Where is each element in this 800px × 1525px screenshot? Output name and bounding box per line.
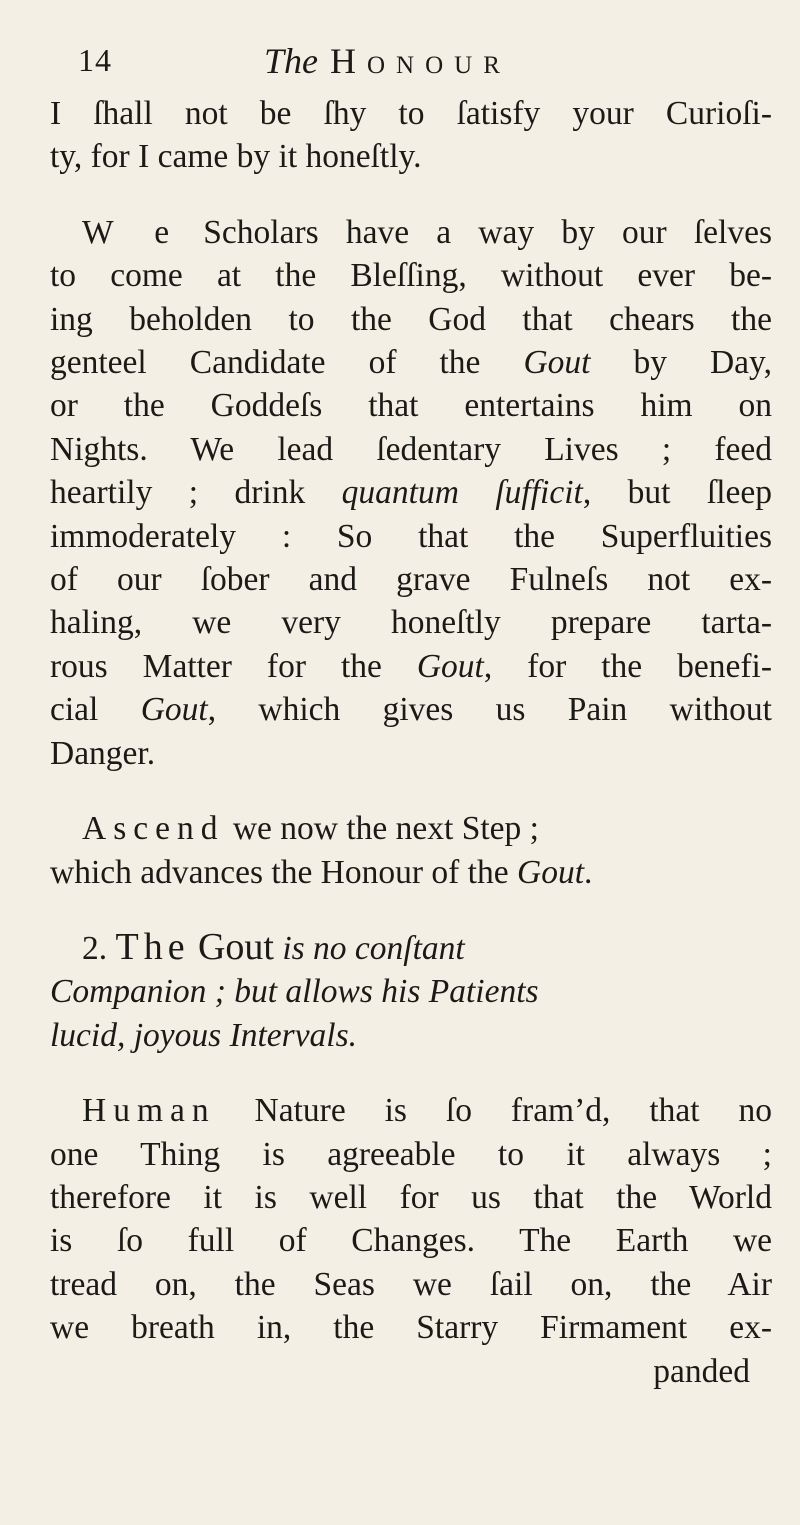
text-line: Danger. xyxy=(50,734,156,772)
text-line xyxy=(50,1089,772,1132)
small-caps-lead: Ascend xyxy=(82,810,225,848)
paragraph-3 xyxy=(50,807,772,894)
running-title xyxy=(264,40,511,82)
text-span: by Day, xyxy=(590,344,772,382)
text-line xyxy=(50,851,772,894)
text-line xyxy=(50,926,772,970)
text-line: we breath in, the Starry Firmament ex- xyxy=(50,1309,772,1347)
text-line: or the Goddeſs that entertains him on xyxy=(50,387,772,425)
italic-span: quantum ſufficit xyxy=(341,474,583,512)
text-line xyxy=(50,471,772,514)
text-line: therefore it is well for us that the World xyxy=(50,1178,772,1216)
running-title-word: Honour xyxy=(330,41,511,81)
section-heading-gout: Gout xyxy=(197,925,274,968)
text-line: immoderately : So that the Superfluities xyxy=(50,517,772,555)
paragraph-1 xyxy=(50,92,772,179)
small-caps-lead: Human xyxy=(82,1092,216,1130)
section-heading xyxy=(50,926,772,1057)
text-line: I ſhall not be ſhy to ſatisfy your Curioſi- xyxy=(50,95,772,132)
text-line: lucid, joyous Intervals. xyxy=(50,1016,358,1054)
section-heading-the: The xyxy=(115,925,190,968)
text-line xyxy=(50,341,772,384)
text-line xyxy=(50,688,772,731)
running-title-article: The xyxy=(264,41,318,81)
paragraph-4 xyxy=(50,1089,772,1393)
text-span: cial xyxy=(50,691,141,729)
catchword: panded xyxy=(653,1352,750,1390)
text-line: haling, we very honeſtly prepare tarta- xyxy=(50,604,772,642)
running-head xyxy=(50,40,760,92)
text-line: Nights. We lead ſedentary Lives ; feed xyxy=(50,430,772,468)
text-span: we now the next Step ; xyxy=(224,810,539,848)
body-text xyxy=(50,92,772,1393)
text-span: rous Matter for the xyxy=(50,647,417,685)
text-span: , for the benefi- xyxy=(483,647,772,685)
italic-span: Gout xyxy=(523,344,591,382)
text-line: ty, for I came by it honeſtly. xyxy=(50,138,422,176)
text-line: ing beholden to the God that chears the xyxy=(50,300,772,338)
text-line: tread on, the Seas we ſail on, the Air xyxy=(50,1265,772,1303)
text-span: Nature is ſo fram’d, that no xyxy=(215,1092,772,1130)
text-line: Companion ; but allows his Patients xyxy=(50,973,539,1011)
italic-span: Gout xyxy=(416,647,484,685)
text-span: heartily ; drink xyxy=(50,474,342,512)
text-line: one Thing is agreeable to it always ; xyxy=(50,1135,772,1173)
text-span: , which gives us Pain without xyxy=(207,691,772,729)
page-number: 14 xyxy=(78,42,112,78)
section-number: 2. xyxy=(82,929,108,967)
text-span: genteel Candidate of the xyxy=(50,344,524,382)
italic-span: Gout xyxy=(517,853,584,891)
text-span: Scholars have a way by our ſelves xyxy=(176,213,772,251)
text-line xyxy=(50,211,772,254)
text-line xyxy=(50,807,772,850)
text-line: to come at the Bleſſing, without ever be- xyxy=(50,257,772,295)
text-line: is ſo full of Changes. The Earth we xyxy=(50,1222,772,1260)
paragraph-2 xyxy=(50,211,772,775)
italic-span: is no conſtant xyxy=(273,929,465,967)
text-span: , but ſleep xyxy=(582,474,772,512)
italic-span: Gout xyxy=(140,691,208,729)
text-line xyxy=(50,645,772,688)
text-span: . xyxy=(584,853,593,891)
text-line: of our ſober and grave Fulneſs not ex- xyxy=(50,561,772,599)
text-span: which advances the Honour of the xyxy=(50,853,517,891)
small-caps-lead: W e xyxy=(82,213,177,251)
